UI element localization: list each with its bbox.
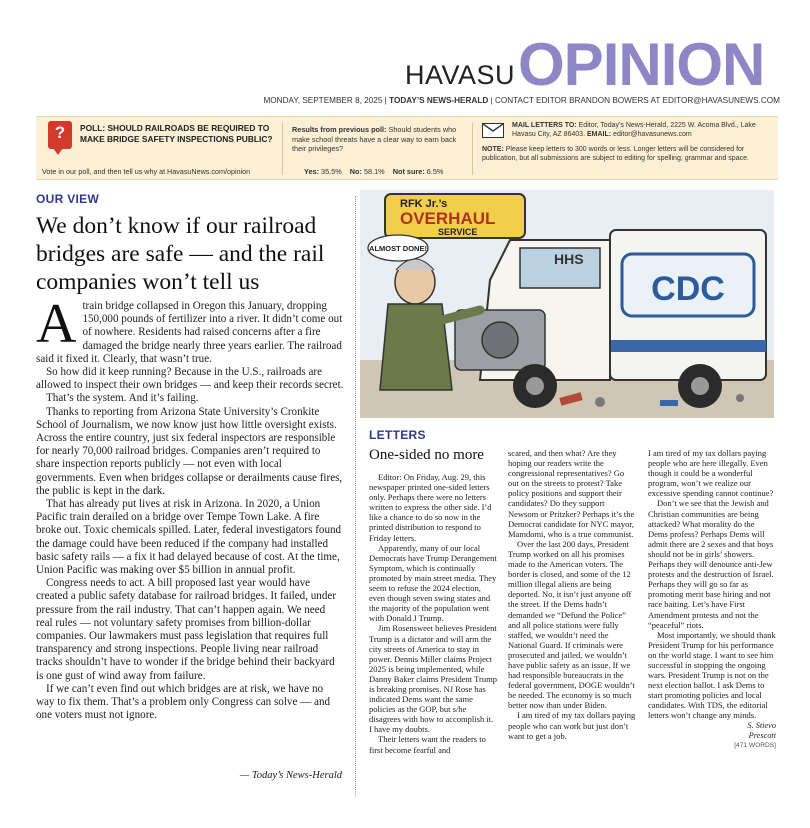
sign-sub: SERVICE xyxy=(438,227,478,237)
divider xyxy=(282,123,283,175)
letter-column-3 xyxy=(648,448,776,751)
results-values xyxy=(304,167,443,176)
results-label: Results from previous poll: xyxy=(292,125,387,134)
paper-name: TODAY’S NEWS-HERALD xyxy=(389,96,489,105)
letter-column-1 xyxy=(369,472,498,755)
paragraph: Don’t we see that the Jewish and Christian communities are being attacked? What morality do the Dems profess? Perhaps Dems will admit there are 2 sexes and that boys should not be in girls’ showers. Perhaps they will denounce anti-Jew protests and the destruction of Israel. Perhaps they will go so far as promoting merit base hiring and not race baiting. Let’s have First Amendment protests and not the “peaceful” riots. xyxy=(648,498,774,630)
drop-cap: A xyxy=(36,293,77,355)
paragraph: Congress needs to act. A bill proposed last year would have created a public safety database for railroad bridges. It failed, under pressure from the rail industry. That can’t happen again. We need real rules — not voluntary safety promises from billion-dollar companies. Our lawmakers must pass legislation that requires full transparency and strong inspections. People living near railroad tracks shouldn’t have to wonder if the bridge behind their backyard is one gust of wind away from failure. xyxy=(36,577,337,682)
paragraph: Thanks to reporting from Arizona State University’s Cronkite School of Journalism, we now know just how little oversight exists. Across the entire country, just six federal inspectors are responsible for nearly 70,000 railroad bridges. Companies aren’t required to share inspection reports publicly — not even with local governments. Even when bridges collapse or derailments cause fires, the public is kept in the dark. xyxy=(36,405,343,497)
paragraph: Editor: On Friday, Aug. 29, this newspaper printed one-sided letters only. Perhaps there were no letters written to express the other side. I’d like a chance to do so now in the printed distribution to respond to Friday letters. xyxy=(369,472,492,543)
paragraph: Apparently, many of our local Democrats have Trump Derangement Symptom, which is continually promoted by main street media. They seem to refuse the 2024 election, even though seven swing states and the majority of the population went with Donald J Trump. xyxy=(369,542,497,624)
paragraph: Jim Rosensweet believes President Trump is a dictator and will arm the city streets of America to stay in power. Dennis Miller claims Project 2025 is being implemented, while Danny Baker claims President Trump is breaking promises. NJ Rose has indicated Dems want the same policies as the GOP, but s/he disagrees with how to accomplish it. I have my doubts. xyxy=(369,623,497,735)
signer-name: S. Stievo xyxy=(747,720,776,730)
editorial-cartoon xyxy=(360,190,774,418)
paragraph: Atrain bridge collapsed in Oregon this January, dropping 150,000 pounds of fertilizer into a river. It didn’t come out of nowhere. Residents had raised concerns after a fire damaged the bridge nearly three years earlier. The railroad said it fixed it. Clearly, that wasn’t true. xyxy=(36,293,343,365)
yes-label: Yes: xyxy=(304,167,320,176)
paragraph: scared, and then what? Are they hoping our readers write the congressional representatives? Go out on the streets to protest? Take policy positions and support their candidates? Do they support Newsom or Pritzker? Perhaps it’s the Democrat candidate for NYC mayor, Mamdomi, who is a true communist. xyxy=(508,448,635,539)
letter-headline: One-sided no more xyxy=(369,447,484,463)
notsure-value: 6.5% xyxy=(426,167,444,176)
info-bar xyxy=(36,116,778,180)
email-label: EMAIL: xyxy=(586,131,612,138)
email-link[interactable]: editor@havasunews.com xyxy=(613,131,692,138)
paragraph: That has already put lives at risk in Arizona. In 2020, a Union Pacific train derailed on a bridge over Tempe Town Lake. A fire broke out. Toxic chemicals spilled. Later, federal investigators found the damage could have been reduced if the company had installed basic safety rails — a fix it had delayed because of cost. At the time, Union Pacific was making over $5 billion in annual profit. xyxy=(36,498,342,577)
speech-bubble: ALMOST DONE! xyxy=(369,244,427,253)
editorial-body xyxy=(36,293,344,723)
paragraph: If we can’t even find out which bridges are at risk, we have no way to fix them. That’s a problem only Congress can solve — and one voters must not ignore. xyxy=(36,682,331,722)
previous-poll-results xyxy=(292,125,462,154)
editorial-signoff: — Today’s News-Herald xyxy=(239,770,342,781)
column-divider xyxy=(355,196,356,796)
dateline: MONDAY, SEPTEMBER 8, 2025 | TODAY’S NEWS-HERALD | CONTACT EDITOR BRANDON BOWERS AT EDITOR@HAVASUNEWS.COM xyxy=(263,96,780,105)
our-view-label: OUR VIEW xyxy=(36,192,100,206)
paragraph: That’s the system. And it’s failing. xyxy=(46,392,199,405)
paragraph: So how did it keep running? Because in the U.S., railroads are allowed to inspect their own bridges — and keep their records secret. xyxy=(36,366,344,392)
poll-question: POLL: SHOULD RAILROADS BE REQUIRED TO MAKE BRIDGE SAFETY INSPECTIONS PUBLIC? xyxy=(80,123,273,144)
paragraph: Over the last 200 days, President Trump worked on all his promises made to the American voters. The border is closed, and some of the 12 million illegal aliens are being deported. No, it isn’t just anyone off the street. If the Dems hadn’t demanded we “Defund the Police” and all police stations were fully staffed, we wouldn’t need the National Guard. If criminals were prosecuted and jailed, we wouldn’t have public safety as an issue. If we had responsible bureaucrats in the federal government, DOGE wouldn’t be needed. The economy is so much better now than under Biden. xyxy=(508,538,635,711)
sign-main: OVERHAUL xyxy=(400,209,496,228)
paragraph: I am tired of my tax dollars paying people who can work but just don’t want to get a job. xyxy=(508,710,636,741)
question-icon: ? xyxy=(48,121,72,149)
letters-label: LETTERS xyxy=(369,428,426,442)
masthead-havasu: HAVASU xyxy=(405,60,516,90)
results-question: Should students who make school threats have a clear way to earn back their privileges? xyxy=(292,125,457,153)
contact-line: CONTACT EDITOR BRANDON BOWERS AT EDITOR@HAVASUNEWS.COM xyxy=(494,96,780,105)
mail-address: Editor, Today’s News-Herald, 2225 W. Acoma Blvd., Lake Havasu City, AZ 86403. xyxy=(512,122,756,138)
masthead-opinion: OPINION xyxy=(518,31,765,98)
notsure-label: Not sure: xyxy=(392,167,425,176)
sign-top: RFK Jr.’s xyxy=(400,198,448,210)
hhs-label: HHS xyxy=(554,251,584,267)
word-count: [471 WORDS] xyxy=(734,741,776,749)
mail-note xyxy=(482,145,774,163)
cdc-label: CDC xyxy=(651,270,725,308)
editorial-headline: We don’t know if our railroad bridges are safe — and the rail companies won’t tell us xyxy=(36,213,325,295)
letter-column-2 xyxy=(508,448,636,741)
no-value: 58.1% xyxy=(363,167,385,176)
mail-letters xyxy=(512,121,774,139)
yes-value: 35.5% xyxy=(321,167,342,176)
mail-label: MAIL LETTERS TO: xyxy=(512,122,577,129)
envelope-icon xyxy=(482,123,504,138)
poll-vote-link[interactable]: Vote in our poll, and then tell us why at HavasuNews.com/opinion xyxy=(42,167,251,176)
paragraph: I am tired of my tax dollars paying people who are here illegally. Even though it could be a wonderful program, won’t we realize our excessive spending cannot continue? xyxy=(648,448,774,499)
note-text: Please keep letters to 300 words or less. Longer letters will be considered for publication, but all submissions are subject to editing for spelling, grammar and space. xyxy=(482,146,749,162)
divider xyxy=(472,123,473,175)
paragraph: Most importantly, we should thank President Trump for his performance on the world stage. I want to see him successful in stopping the ongoing wars. President Trump is not on the next election ballot. I ask Dems to start promoting policies and local candidates. With TDS, the editorial letters won’t change any minds. xyxy=(648,629,776,721)
note-label: NOTE: xyxy=(482,146,504,153)
date: MONDAY, SEPTEMBER 8, 2025 xyxy=(263,96,383,105)
no-label: No: xyxy=(349,167,362,176)
paragraph: Their letters want the readers to first become fearful and xyxy=(369,734,486,755)
signer-city: Prescott xyxy=(748,730,776,740)
